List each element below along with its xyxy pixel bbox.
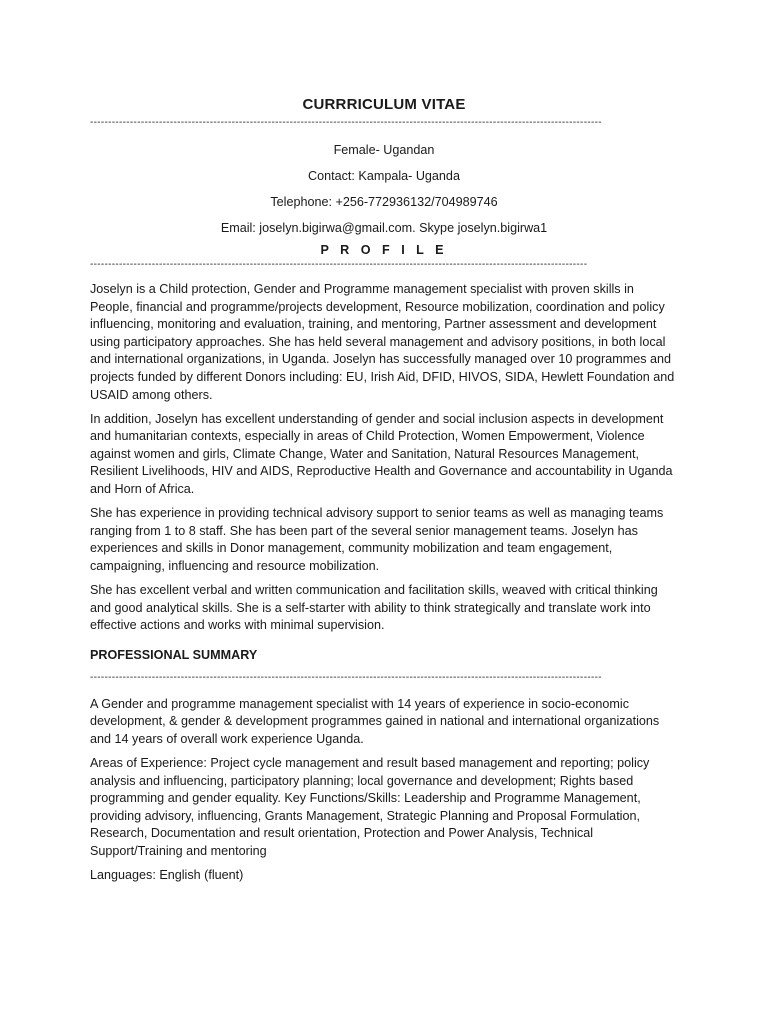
profile-section [90,281,678,635]
divider-profile: ----------------------------------------------------------------------------------------------------------------------------------------- [90,259,588,270]
contact-location: Contact: Kampala- Uganda [308,169,460,183]
document-title: CURRRICULUM VITAE [302,96,466,113]
professional-summary-section [90,696,678,885]
languages-line: Languages: English (fluent) [90,868,244,883]
contact-email: Email: joselyn.bigirwa@gmail.com. Skype joselyn.bigirwa1 [220,221,548,235]
contact-telephone: Telephone: +256-772936132/704989746 [270,195,498,209]
divider-summary: --------------------------------------------------------------------------------------------------------------------------------------------- [90,671,602,683]
profile-paragraph: She has excellent verbal and written communication and facilitation skills, weaved with critical thinking and good analytical skills. She is a self-starter with ability to think strategically and translate work into effective actions and works with minimal supervision. [90,583,658,633]
profile-paragraph: She has experience in providing technical advisory support to senior teams as well as managing teams ranging from 1 to 8 staff. She has been part of the several senior management teams. Joselyn has experiences and skills in Donor management, community mobilization and team engagement, campaigning, influencing and resource mobilization. [90,506,664,573]
summary-paragraph: A Gender and programme management specialist with 14 years of experience in socio-economic development, & gender & development programmes gained in national and international organizations and 14 years of overall work experience Uganda. [90,696,660,746]
profile-paragraph: Joselyn is a Child protection, Gender and Programme management specialist with proven skills in People, financial and programme/projects development, Resource mobilization, coordination and policy influencing, monitoring and evaluation, training, and mentoring, Partner assessment and development using participatory approaches. She has held several management and advisory positions, in both local and international organizations, in Uganda. Joselyn has successfully managed over 10 programmes and projects funded by different Donors including: EU, Irish Aid, DFID, HIVOS, SIDA, Hewlett Foundation and USAID among others. [90,282,675,402]
profile-paragraph: In addition, Joselyn has excellent understanding of gender and social inclusion aspects in development and humanitarian contexts, especially in areas of Child Protection, Women Empowerment, Violence against women and girls, Climate Change, Water and Sanitation, Natural Resources Management, Resilient Livelihoods, HIV and AIDS, Reproductive Health and Governance and accountability in Uganda and Horn of Africa. [90,411,673,497]
profile-heading: P R O F I L E [320,243,448,257]
gender-nationality: Female- Ugandan [333,143,435,157]
summary-paragraph: Areas of Experience: Project cycle management and result based management and reporting; policy analysis and influencing, participatory planning; local governance and development; Rights based programming and gender equality. Key Functions/Skills: Leadership and Programme Management, providing advisory, influencing, Grants Management, Strategic Planning and Proposal Formulation, Research, Documentation and result orientation, Protection and Power Analysis, Technical Support/Training and mentoring [90,756,650,859]
divider-title: --------------------------------------------------------------------------------------------------------------------------------------------- [90,117,602,128]
professional-summary-heading: PROFESSIONAL SUMMARY [90,647,258,662]
contact-block [90,137,678,241]
